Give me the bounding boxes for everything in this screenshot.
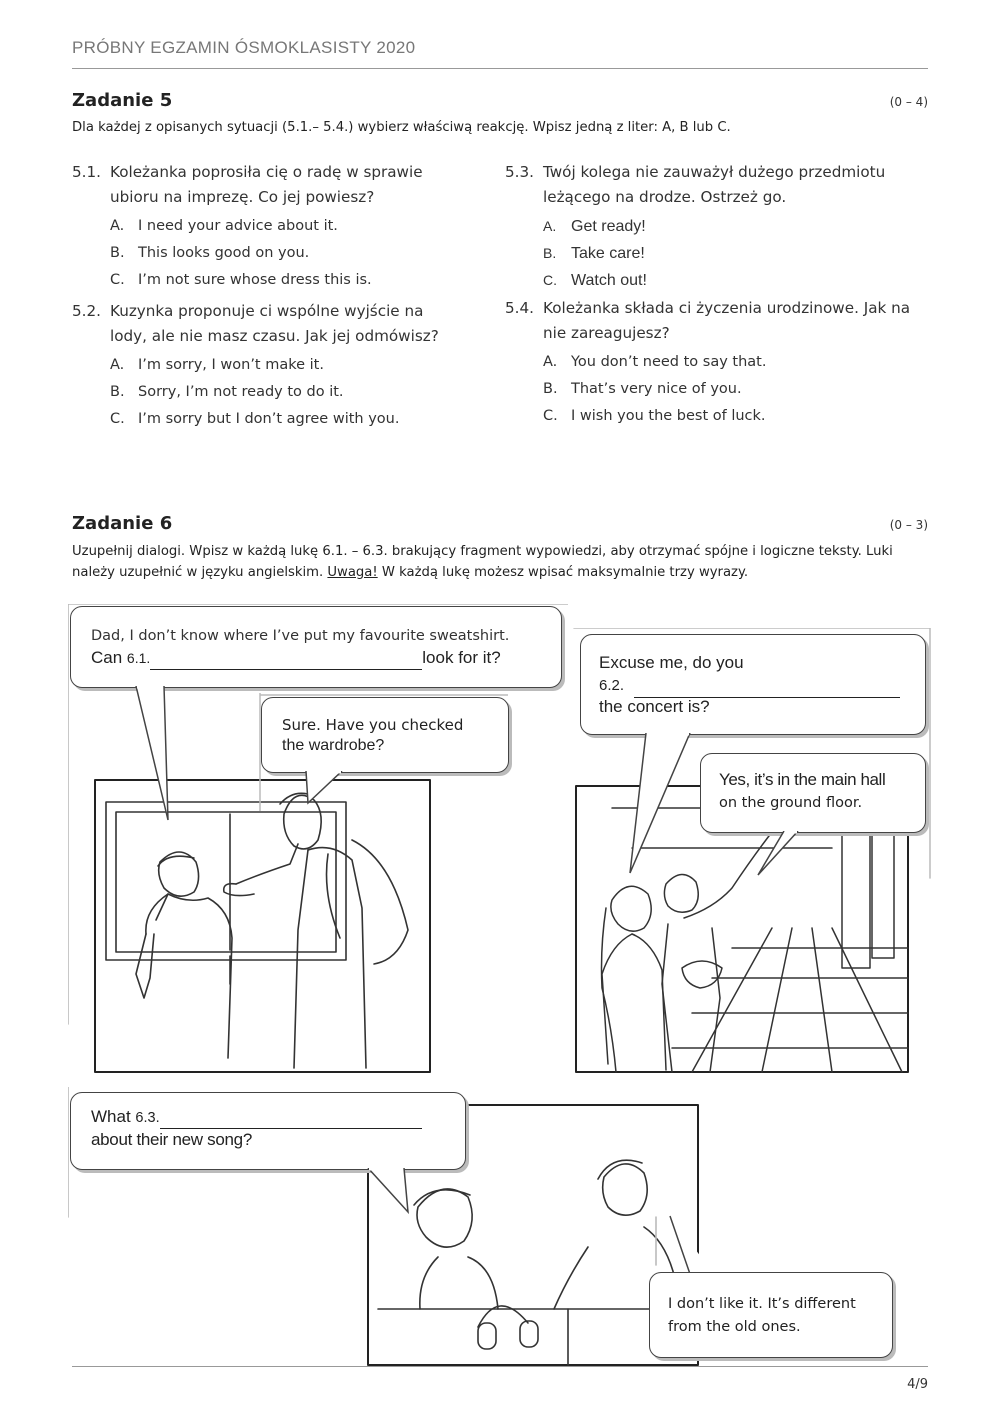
task5-title: Zadanie 5 xyxy=(72,90,173,111)
option-c[interactable]: C. I wish you the best of luck. xyxy=(543,408,766,424)
gap-label-6-3: 6.3. xyxy=(135,1110,160,1126)
option-b[interactable]: B. This looks good on you. xyxy=(110,245,310,261)
bubble-tail-reply-1 xyxy=(302,771,362,807)
task5-points: (0 – 4) xyxy=(889,95,928,109)
bubble-tail-6-1 xyxy=(130,686,180,826)
gap-input-6-1[interactable] xyxy=(150,647,422,670)
question-5-4 xyxy=(505,296,923,430)
question-number: 5.4. xyxy=(505,299,534,317)
option-a[interactable]: A. I’m sorry, I won’t make it. xyxy=(110,357,324,373)
bubble-tail-6-2 xyxy=(628,733,698,879)
option-c[interactable]: C. I’m sorry but I don’t agree with you. xyxy=(110,411,400,427)
option-b[interactable]: B. Take care! xyxy=(543,245,645,262)
speech-bubble-6-1: Dad, I don’t know where I’ve put my favourite sweatshirt. Can 6.1. look for it? xyxy=(70,606,562,688)
page-number: 4/9 xyxy=(907,1377,928,1392)
option-a[interactable]: A. Get ready! xyxy=(543,218,646,235)
header-divider xyxy=(72,68,928,69)
gap-label-6-2: 6.2. xyxy=(599,677,625,694)
bubble-tail-reply-2 xyxy=(754,831,804,881)
gap-input-6-3[interactable] xyxy=(160,1106,422,1129)
option-c[interactable]: C. I’m not sure whose dress this is. xyxy=(110,272,372,288)
question-number: 5.1. xyxy=(72,163,101,181)
task6-title: Zadanie 6 xyxy=(72,513,173,534)
footer-divider xyxy=(72,1366,928,1367)
speech-bubble-reply-3: I don’t like it. It’s different from the old ones. xyxy=(649,1272,893,1358)
task6-points: (0 – 3) xyxy=(889,518,928,532)
question-5-3 xyxy=(505,160,928,294)
task5-instruction: Dla każdej z opisanych sytuacji (5.1.– 5.4.) wybierz właściwą reakcję. Wpisz jedną z liter: A, B lub C. xyxy=(72,120,731,135)
speech-bubble-reply-1: Sure. Have you checked the wardrobe? xyxy=(261,697,509,773)
speech-bubble-6-2: Excuse me, do you 6.2. the concert is? xyxy=(580,634,926,735)
option-b[interactable]: B. Sorry, I’m not ready to do it. xyxy=(110,384,344,400)
speech-bubble-reply-2: Yes, it’s in the main hall on the ground floor. xyxy=(700,753,926,833)
bubble-tail-6-3 xyxy=(364,1168,424,1218)
option-b[interactable]: B. That’s very nice of you. xyxy=(543,381,742,397)
speech-bubble-6-3: What 6.3. about their new song? xyxy=(70,1092,466,1170)
note-label: Uwaga! xyxy=(327,565,378,580)
gap-label-6-1: 6.1. xyxy=(126,650,151,666)
question-text: Koleżanka poprosiła cię o radę w sprawie ubioru na imprezę. Co jej powiesz? xyxy=(110,163,423,206)
option-c[interactable]: C. Watch out! xyxy=(543,272,647,289)
page-header: PRÓBNY EGZAMIN ÓSMOKLASISTY 2020 xyxy=(72,38,416,57)
bubble-tail-reply-3 xyxy=(660,1214,720,1276)
task6-instruction: Uzupełnij dialogi. Wpisz w każdą lukę 6.1. – 6.3. brakujący fragment wypowiedzi, aby otrzymać spójne i logiczne teksty. Luki należy uzupełnić w języku angielskim. Uwaga! W każdą lukę możesz wpisać maksymalnie trzy wyrazy. xyxy=(72,544,893,580)
question-number: 5.3. xyxy=(505,163,534,181)
option-a[interactable]: A. I need your advice about it. xyxy=(110,218,338,234)
question-text: Koleżanka składa ci życzenia urodzinowe. Jak na nie zareagujesz? xyxy=(543,299,911,342)
question-text: Kuzynka proponuje ci wspólne wyjście na lody, ale nie masz czasu. Jak jej odmówisz? xyxy=(110,302,439,345)
gap-input-6-2[interactable] xyxy=(634,675,900,698)
question-5-2 xyxy=(72,299,445,433)
question-5-1 xyxy=(72,160,450,294)
question-number: 5.2. xyxy=(72,302,101,320)
option-a[interactable]: A. You don’t need to say that. xyxy=(543,354,767,370)
question-text: Twój kolega nie zauważył dużego przedmiotu leżącego na drodze. Ostrzeż go. xyxy=(543,163,886,206)
